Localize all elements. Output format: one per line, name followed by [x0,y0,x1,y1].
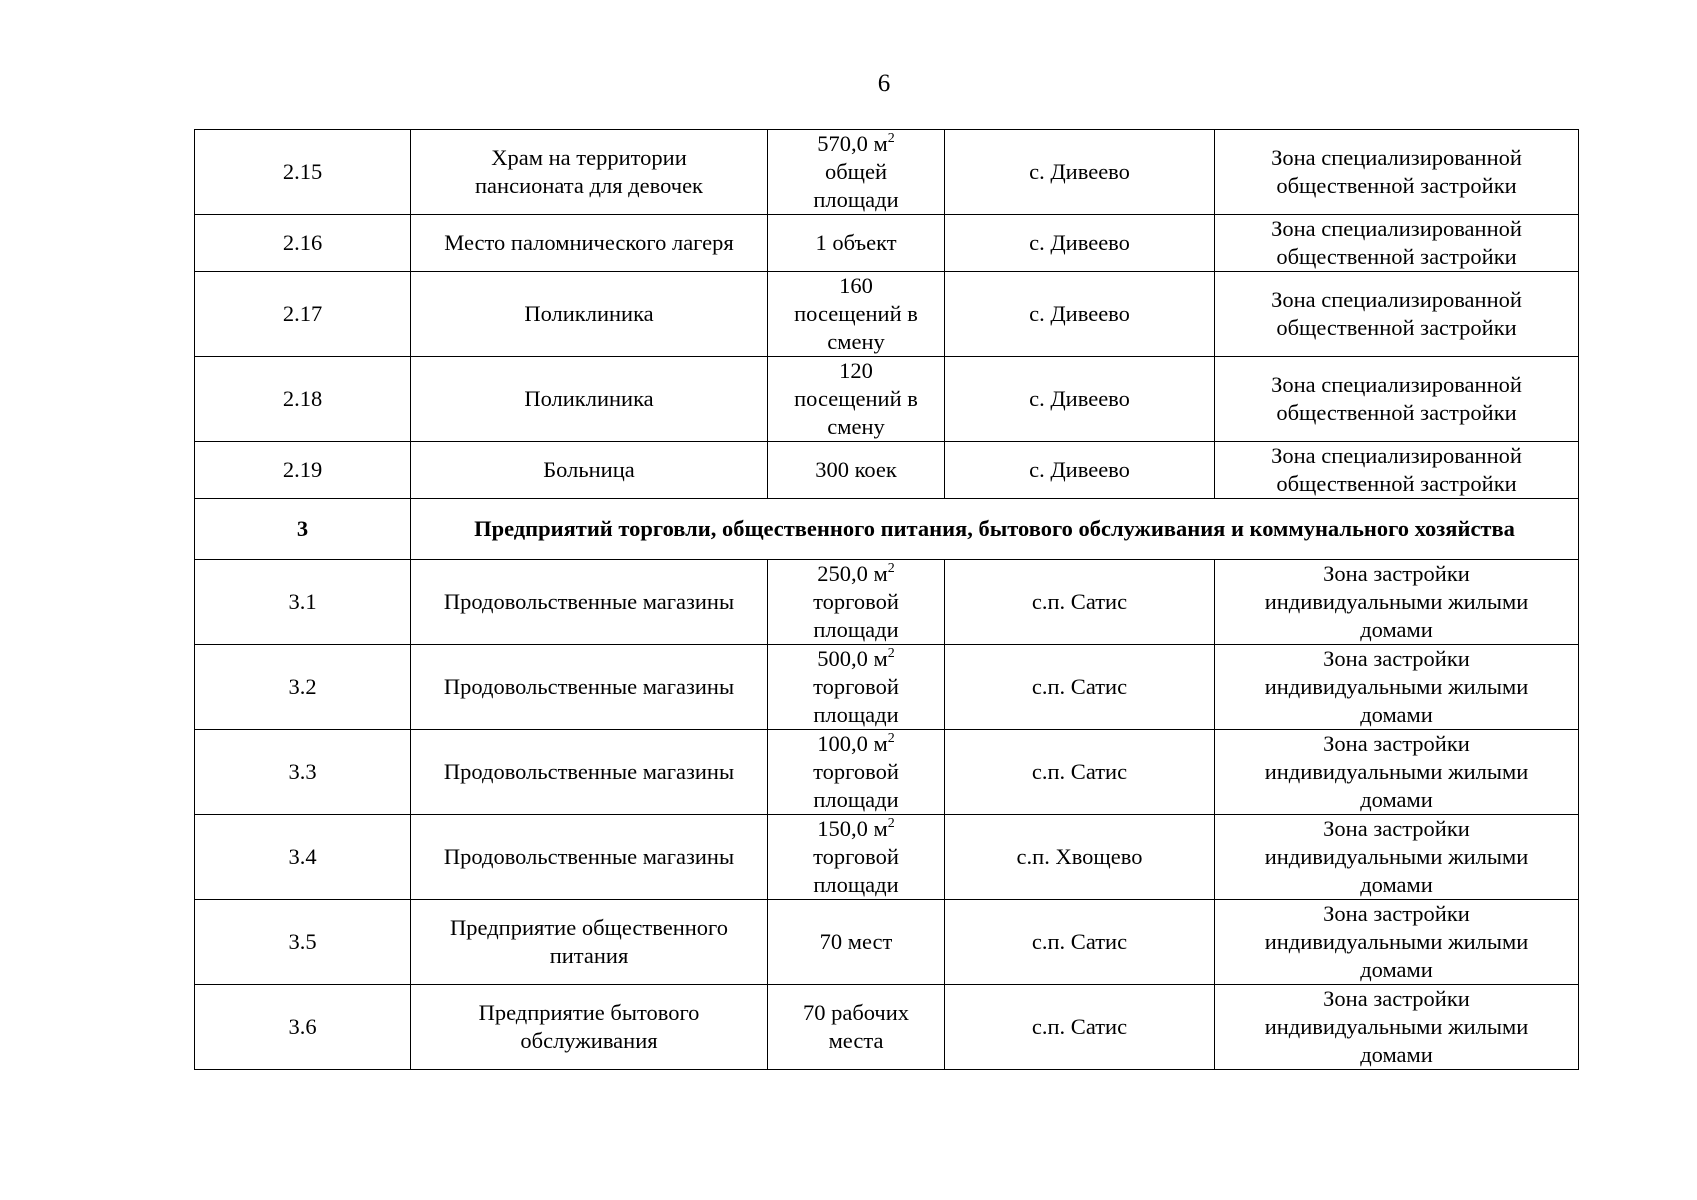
object-zone: Зона застройки индивидуальными жилыми домами [1215,900,1579,985]
object-name: Предприятие общественного питания [411,900,768,985]
row-number: 3.6 [195,985,411,1070]
object-location: с.п. Сатис [945,560,1215,645]
object-location: с. Дивеево [945,357,1215,442]
object-zone: Зона специализированной общественной застройки [1215,130,1579,215]
object-capacity: 500,0 $м^2$ торговой площади [768,645,945,730]
object-capacity: 70 мест [768,900,945,985]
objects-table [194,129,1579,1070]
row-number: 3.1 [195,560,411,645]
object-zone: Зона специализированной общественной застройки [1215,357,1579,442]
object-name: Храм на территории пансионата для девочек [411,130,768,215]
object-zone: Зона специализированной общественной застройки [1215,442,1579,499]
object-name: Продовольственные магазины [411,815,768,900]
row-number: 3.4 [195,815,411,900]
object-location: с. Дивеево [945,442,1215,499]
object-capacity: 250,0 $м^2$ торговой площади [768,560,945,645]
table-row [195,130,1579,215]
table-row [195,442,1579,499]
section-row [195,499,1579,560]
row-number: 3.3 [195,730,411,815]
object-zone: Зона специализированной общественной застройки [1215,215,1579,272]
object-zone: Зона застройки индивидуальными жилыми домами [1215,815,1579,900]
object-location: с.п. Сатис [945,730,1215,815]
object-zone: Зона застройки индивидуальными жилыми домами [1215,985,1579,1070]
object-name: Место паломнического лагеря [411,215,768,272]
section-number: 3 [195,499,411,560]
object-zone: Зона застройки индивидуальными жилыми домами [1215,730,1579,815]
object-capacity: 120 посещений в смену [768,357,945,442]
object-name: Продовольственные магазины [411,560,768,645]
table-row [195,645,1579,730]
object-location: с.п. Хвощево [945,815,1215,900]
object-zone: Зона застройки индивидуальными жилыми домами [1215,645,1579,730]
table-row [195,900,1579,985]
row-number: 2.16 [195,215,411,272]
table-row [195,560,1579,645]
row-number: 2.19 [195,442,411,499]
object-name: Поликлиника [411,357,768,442]
table-row [195,357,1579,442]
object-location: с.п. Сатис [945,645,1215,730]
object-capacity: 570,0 $м^2$ общей площади [768,130,945,215]
object-capacity: 1 объект [768,215,945,272]
object-capacity: 300 коек [768,442,945,499]
object-name: Предприятие бытового обслуживания [411,985,768,1070]
object-location: с.п. Сатис [945,985,1215,1070]
object-name: Продовольственные магазины [411,730,768,815]
object-capacity: 150,0 $м^2$ торговой площади [768,815,945,900]
object-name: Больница [411,442,768,499]
object-name: Продовольственные магазины [411,645,768,730]
row-number: 3.5 [195,900,411,985]
object-location: с. Дивеево [945,272,1215,357]
row-number: 3.2 [195,645,411,730]
page-number: 6 [877,70,891,97]
object-zone: Зона специализированной общественной застройки [1215,272,1579,357]
object-location: с. Дивеево [945,130,1215,215]
row-number: 2.17 [195,272,411,357]
object-capacity: 100,0 $м^2$ торговой площади [768,730,945,815]
row-number: 2.18 [195,357,411,442]
object-location: с. Дивеево [945,215,1215,272]
table-row [195,730,1579,815]
table-row [195,985,1579,1070]
object-zone: Зона застройки индивидуальными жилыми домами [1215,560,1579,645]
table-row [195,272,1579,357]
object-capacity: 70 рабочих места [768,985,945,1070]
object-capacity: 160 посещений в смену [768,272,945,357]
section-title: Предприятий торговли, общественного питания, бытового обслуживания и коммунального хозяйства [411,499,1579,560]
object-location: с.п. Сатис [945,900,1215,985]
row-number: 2.15 [195,130,411,215]
table-row [195,215,1579,272]
object-name: Поликлиника [411,272,768,357]
table-row [195,815,1579,900]
